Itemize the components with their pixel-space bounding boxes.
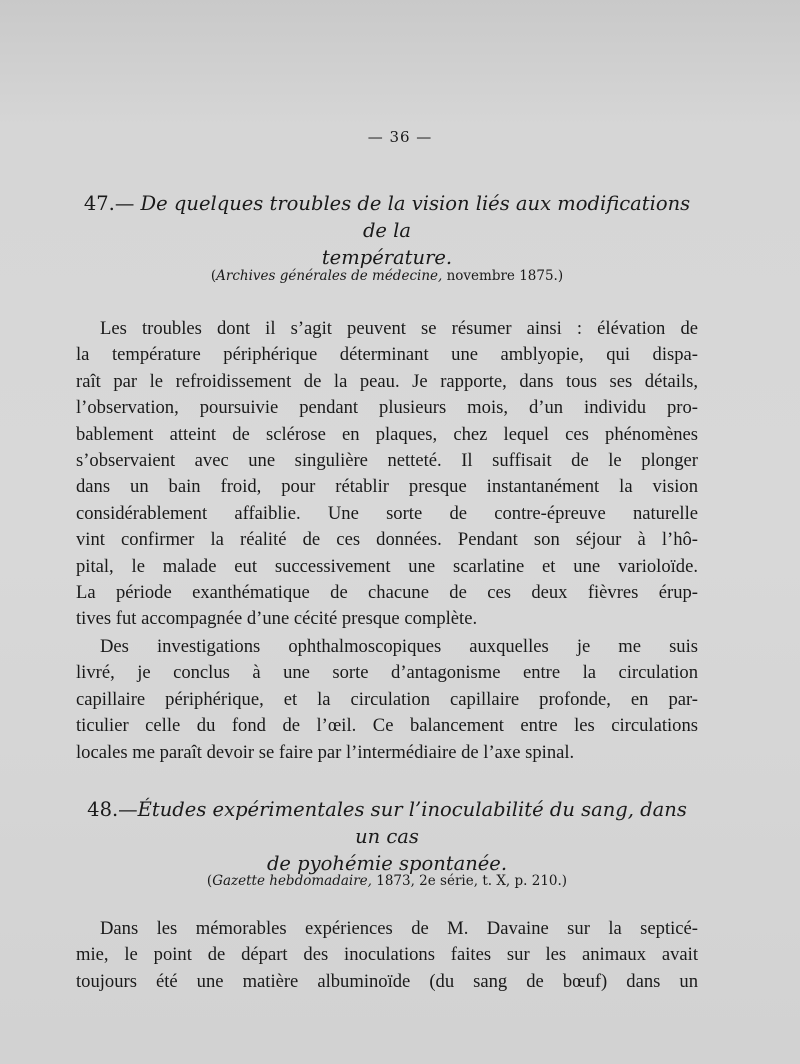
section-47-paragraph-2: Des investigations ophthalmoscopiques auxquelles je me suis livré, je conclus à une sorte d’antagonisme entre la circulation capillaire périphérique, et la circulation capillaire profonde, en par- ticulier celle du fond de l’œil. Ce balancement entre les circulations locales me paraît devoir se faire par l’intermédiaire de l’axe spinal. <box>76 636 698 763</box>
section-48-number: 48.— <box>87 798 138 821</box>
section-48-source: (Gazette hebdomadaire, 1873, 2e série, t. X, p. 210.) <box>206 873 568 889</box>
section-48-date: 1873, 2e série, t. X, p. 210.) <box>371 873 568 889</box>
section-48-journal: Gazette hebdomadaire, <box>212 873 372 889</box>
section-47-journal: Archives générales de médecine, <box>216 268 443 284</box>
section-47-source: (Archives générales de médecine, novembre 1875.) <box>210 268 564 284</box>
section-48-title-line2: de pyohémie spontanée. <box>266 852 508 875</box>
section-47-title-line2: température. <box>321 246 453 269</box>
section-47-title <box>76 190 698 271</box>
section-47-number: 47.— <box>83 192 135 215</box>
section-47-title-line1: De quelques troubles de la vision liés aux modifications de la <box>140 192 691 242</box>
section-48-title-line1: Études expérimentales sur l’inoculabilité du sang, dans un cas <box>137 798 687 848</box>
section-48-paragraph-1: Dans les mémorables expériences de M. Davaine sur la septicé- mie, le point de départ des inoculations faites sur les animaux avait toujours été une matière albuminoïde (du sang de bœuf) dans un <box>76 918 698 992</box>
section-47-date: novembre 1875.) <box>442 268 564 284</box>
section-47-paragraph-1: Les troubles dont il s’agit peuvent se résumer ainsi : élévation de la température périphérique déterminant une amblyopie, qui dispa- raît par le refroidissement de la peau. Je rapporte, dans tous ses détails, l’observation, poursuivie pendant plusieurs mois, d’un individu pro- bablement atteint de sclérose en plaques, chez lequel ces phénomènes s’observaient avec une singulière netteté. Il suffisait de le plonger dans un bain froid, pour rétablir presque instantanément la vision considérablement affaiblie. Une sorte de contre-épreuve naturelle vint confirmer la réalité de ces données. Pendant son séjour à l’hô- pital, le malade eut successivement une scarlatine et une varioloïde. La période exanthématique de chacune de ces deux fièvres érup- tives fut accompagnée d’une cécité presque complète. <box>76 318 698 630</box>
section-48-title <box>76 796 698 877</box>
page-number: — 36 — <box>367 128 433 146</box>
